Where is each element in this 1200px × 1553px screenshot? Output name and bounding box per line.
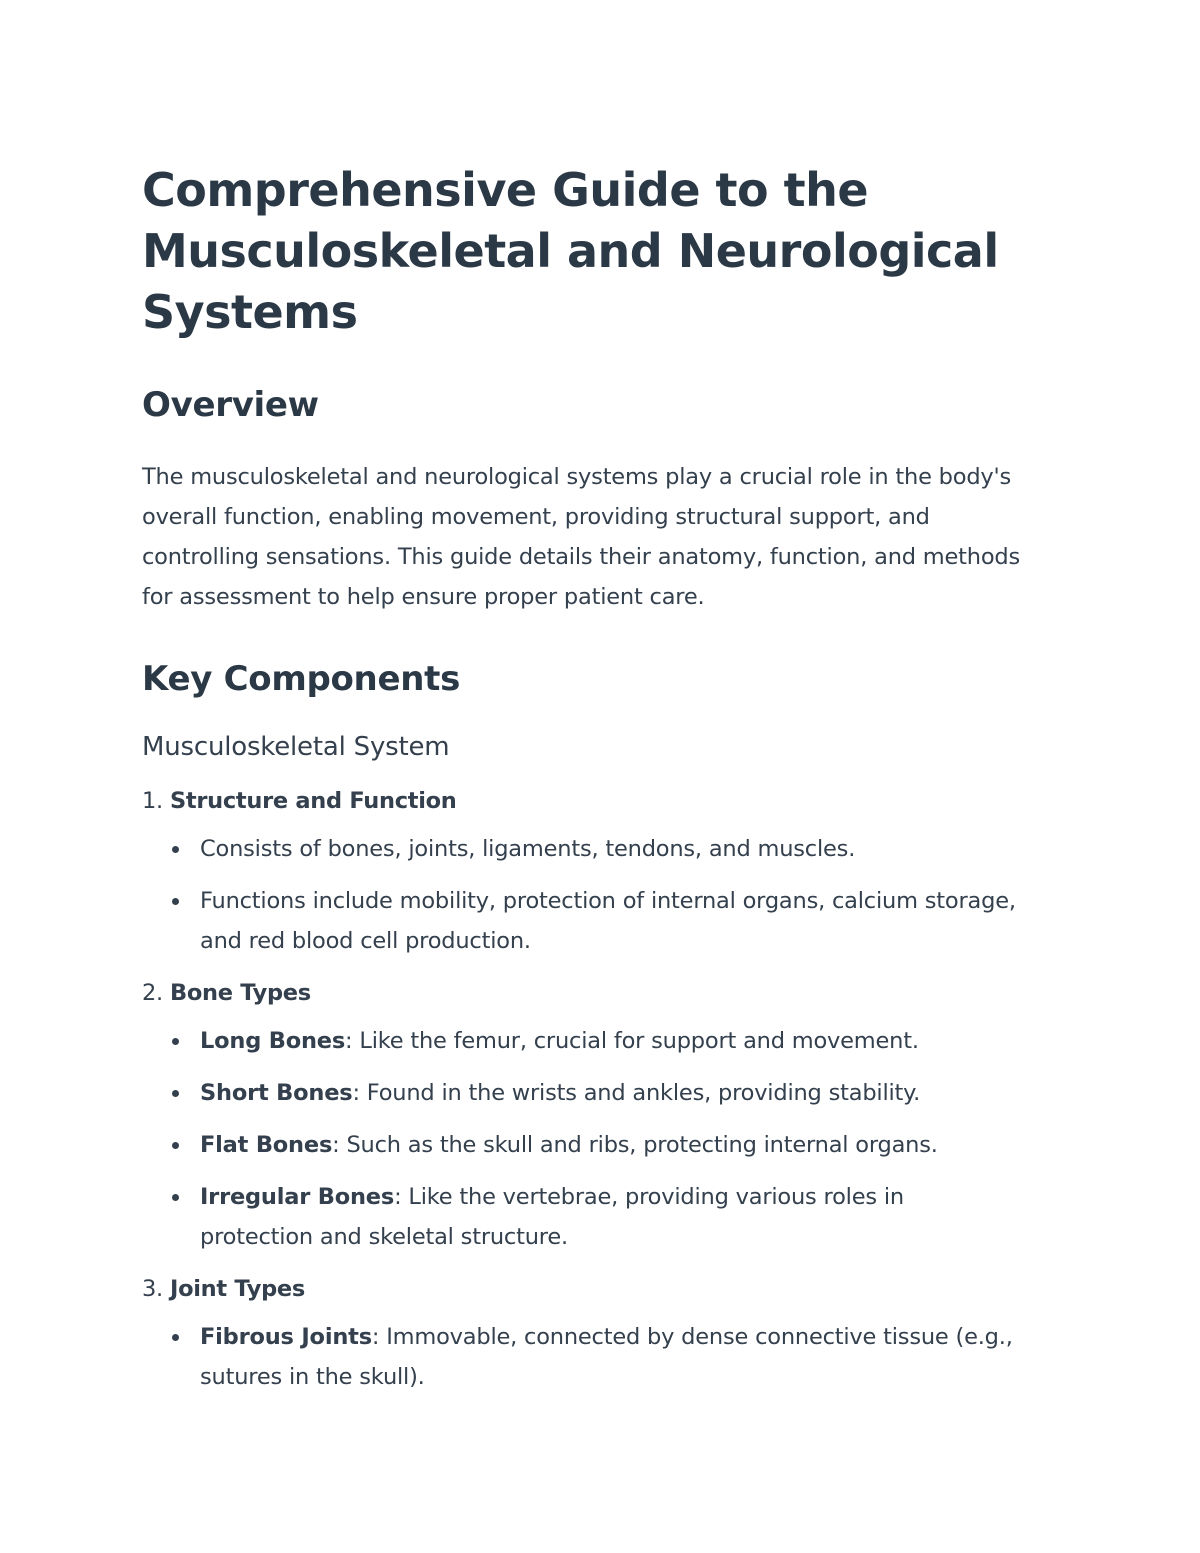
bullet-icon xyxy=(172,1090,179,1097)
section-number: 2. xyxy=(142,980,163,1006)
item-text: Consists of bones, joints, ligaments, tendons, and muscles. xyxy=(200,836,856,862)
section-title: Structure and Function xyxy=(170,788,457,814)
musculoskeletal-sections xyxy=(142,781,1052,1397)
item-text: : Such as the skull and ribs, protecting internal organs. xyxy=(332,1132,938,1158)
item-text: : Immovable, connected by dense connective tissue (e.g., sutures in the skull). xyxy=(200,1324,1013,1390)
bullet-icon xyxy=(172,898,179,905)
item-term: Long Bones xyxy=(200,1028,346,1054)
section-number: 1. xyxy=(142,788,163,814)
list-item xyxy=(200,1317,1020,1397)
list-item xyxy=(200,1073,1020,1113)
list-item xyxy=(200,881,1020,961)
list-item xyxy=(200,1021,1020,1061)
item-text: : Like the vertebrae, providing various roles in protection and skeletal structure. xyxy=(200,1184,904,1250)
bullet-icon xyxy=(172,846,179,853)
list-item xyxy=(200,1125,1020,1165)
section-title: Joint Types xyxy=(170,1276,305,1302)
overview-paragraph: The musculoskeletal and neurological systems play a crucial role in the body's overall function, enabling movement, providing structural support, and controlling sensations. This guide details their anatomy, function, and methods for assessment to help ensure proper patient care. xyxy=(142,464,1021,610)
section-title: Bone Types xyxy=(170,980,311,1006)
bullet-list xyxy=(142,1021,1052,1257)
list-item xyxy=(200,829,1020,869)
item-text: Functions include mobility, protection of internal organs, calcium storage, and red blood cell production. xyxy=(200,888,1016,954)
bullet-list xyxy=(142,1317,1052,1397)
section-structure-function xyxy=(142,781,1052,961)
bullet-icon xyxy=(172,1142,179,1149)
musculoskeletal-heading: Musculoskeletal System xyxy=(142,732,450,762)
item-term: Short Bones xyxy=(200,1080,353,1106)
section-number: 3. xyxy=(142,1276,163,1302)
document-title: Comprehensive Guide to the Musculoskeletal and Neurological Systems xyxy=(142,163,999,339)
list-item xyxy=(200,1177,1020,1257)
overview-heading: Overview xyxy=(142,385,319,425)
item-text: : Found in the wrists and ankles, providing stability. xyxy=(352,1080,921,1106)
item-term: Fibrous Joints xyxy=(200,1324,372,1350)
bullet-icon xyxy=(172,1334,179,1341)
bullet-icon xyxy=(172,1194,179,1201)
item-term: Flat Bones xyxy=(200,1132,333,1158)
bullet-list xyxy=(142,829,1052,961)
key-components-heading: Key Components xyxy=(142,659,461,699)
bullet-icon xyxy=(172,1038,179,1045)
document-page xyxy=(142,160,1052,1409)
section-bone-types xyxy=(142,973,1052,1257)
item-term: Irregular Bones xyxy=(200,1184,395,1210)
item-text: : Like the femur, crucial for support and movement. xyxy=(345,1028,919,1054)
section-joint-types xyxy=(142,1269,1052,1397)
